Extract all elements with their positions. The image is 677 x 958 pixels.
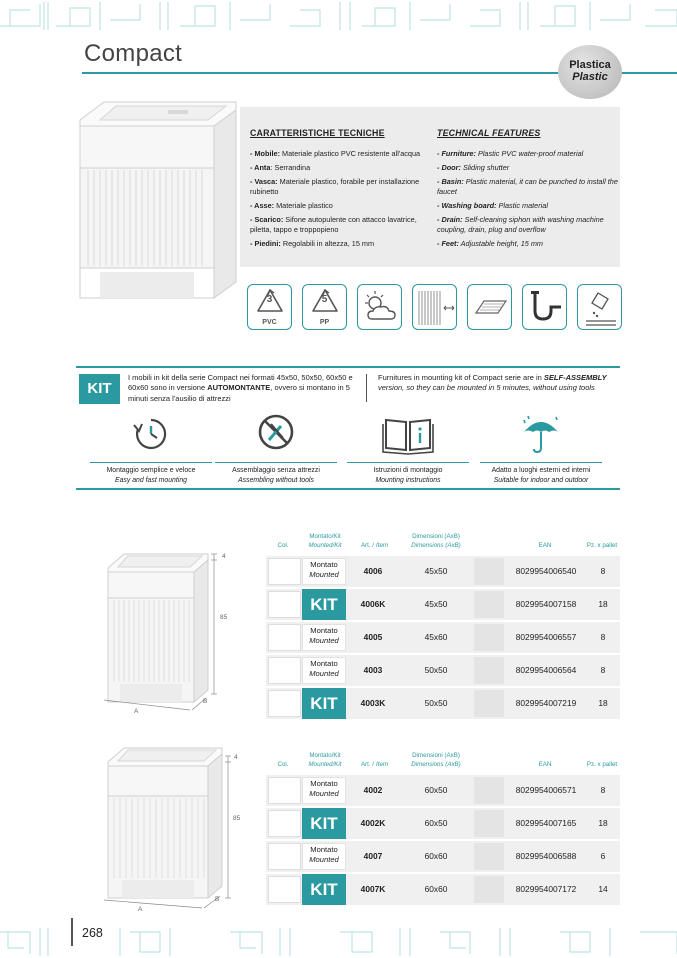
recycle-label: PP xyxy=(319,319,330,326)
kit-badge: KIT xyxy=(302,589,346,620)
article-number: 4006K xyxy=(360,599,386,609)
ean-code: 8029954007172 xyxy=(515,884,577,894)
spec-value: Plastic material xyxy=(496,201,548,211)
ean-code: 8029954006540 xyxy=(515,566,577,576)
kit-rule-top xyxy=(76,366,620,368)
feature-text-en: Assembling without tools xyxy=(238,477,314,484)
spec-key: - Furniture: xyxy=(437,149,476,159)
spec-value: Adjustable height, 15 mm xyxy=(458,238,544,248)
kit-separator xyxy=(366,374,367,402)
ean-code: 8029954007165 xyxy=(515,818,577,828)
page-title: Compact xyxy=(84,40,183,67)
article-number: 4003K xyxy=(360,698,386,708)
table-row xyxy=(266,775,620,806)
color-swatch xyxy=(268,777,301,804)
dimensions: 50x50 xyxy=(424,698,448,708)
spec-key: - Washing board: xyxy=(437,201,497,211)
table-row xyxy=(266,688,620,719)
hero-product-image xyxy=(76,98,238,304)
spec-line xyxy=(250,201,440,211)
table-row xyxy=(266,841,620,872)
pallet-quantity: 6 xyxy=(600,851,606,861)
spec-key: - Anta xyxy=(250,163,271,173)
chemical-icon xyxy=(577,284,622,330)
spec-value: Sifone autopulente con attacco lavatrice, piletta, tappo e troppopieno xyxy=(250,214,417,235)
feature-line xyxy=(215,462,337,463)
recycle-5-icon xyxy=(302,284,347,330)
specs-heading-en: TECHNICAL FEATURES xyxy=(437,128,541,138)
spec-line xyxy=(250,215,440,236)
kit-description-en xyxy=(378,373,618,394)
feature-text-en: Mounting instructions xyxy=(375,477,441,484)
spec-key: - Feet: xyxy=(437,238,459,248)
spacer-cell xyxy=(474,876,504,903)
dimension-lines-group2 xyxy=(96,752,246,918)
color-swatch xyxy=(268,876,301,903)
dim-a-label: A xyxy=(134,708,139,715)
dimensions: 50x50 xyxy=(424,665,448,675)
kit-en-text: Furnitures in mounting kit of Compact serie are in xyxy=(378,373,544,382)
kit-badge: KIT xyxy=(302,874,346,905)
feature-text-it: Adatto a luoghi esterni ed interni xyxy=(491,467,591,474)
feature-easy-mounting xyxy=(86,412,216,484)
spec-line xyxy=(250,177,440,198)
article-number: 4006 xyxy=(363,566,383,576)
th-pz: Pz. x pallet xyxy=(586,761,618,768)
mounted-label xyxy=(302,843,346,870)
feature-line xyxy=(480,462,602,463)
mounted-label-it: Montato xyxy=(310,779,338,788)
recycle-number: 3 xyxy=(266,294,273,305)
spec-key: - Basin: xyxy=(437,176,464,186)
badge-label-it: Plastica xyxy=(569,59,611,71)
article-number: 4005 xyxy=(363,632,383,642)
feature-no-tools xyxy=(211,412,341,484)
th-dim-en: Dimensions (AxB) xyxy=(411,761,461,768)
spec-line xyxy=(437,215,622,236)
top-decoration xyxy=(0,0,677,32)
pallet-quantity: 8 xyxy=(600,566,606,576)
page-number: 268 xyxy=(82,926,103,940)
spec-line xyxy=(250,149,440,159)
recycle-3-icon xyxy=(247,284,292,330)
spec-value: Materiale plastico, forabile per installazione rubinetto xyxy=(250,176,420,197)
mounted-label-en: Mounted xyxy=(309,855,339,865)
dim-a-label: A xyxy=(138,906,143,913)
spec-value: Plastic material, it can be punched to install the faucet xyxy=(437,176,618,197)
spacer-cell xyxy=(474,558,504,585)
mounted-label-en: Mounted xyxy=(309,789,339,799)
dimensions: 60x50 xyxy=(424,818,448,828)
pallet-quantity: 14 xyxy=(598,884,608,894)
th-mount-en: Mounted/Kit xyxy=(308,542,342,549)
kit-description-it xyxy=(128,373,363,404)
th-mount-it: Montato/Kit xyxy=(309,533,341,540)
mounted-label-en: Mounted xyxy=(309,669,339,679)
th-dim-en: Dimensions (AxB) xyxy=(411,542,461,549)
kit-it-text: I mobili in kit della serie Compact nei formati 45x50, 50x50, 60x50 e 60x60 sono in versione xyxy=(128,373,353,393)
spec-value: Plastic PVC water-proof material xyxy=(475,149,584,159)
th-art-it: Art. / xyxy=(360,761,374,768)
recycle-number: 5 xyxy=(321,294,328,305)
spacer-cell xyxy=(474,777,504,804)
mounted-label xyxy=(302,558,346,585)
kit-tag: KIT xyxy=(79,374,120,404)
th-ean: EAN xyxy=(538,542,552,549)
spec-key: - Mobile: xyxy=(250,149,280,159)
mounted-label xyxy=(302,657,346,684)
color-swatch xyxy=(268,591,301,618)
ean-code: 8029954006564 xyxy=(515,665,577,675)
color-swatch xyxy=(268,558,301,585)
specs-italian xyxy=(250,127,440,253)
th-dim-it: Dimensioni (AxB) xyxy=(412,533,460,540)
spacer-cell xyxy=(474,591,504,618)
feature-line xyxy=(347,462,469,463)
recycle-label: PVC xyxy=(262,319,277,326)
feature-text-it: Istruzioni di montaggio xyxy=(373,467,443,474)
color-swatch xyxy=(268,657,301,684)
table-row xyxy=(266,556,620,587)
spacer-cell xyxy=(474,657,504,684)
kit-it-text-end: , ovvero si montano in 5 minuti senza l'ausilio di attrezzi xyxy=(128,383,350,403)
spec-line xyxy=(437,149,622,159)
table-row xyxy=(266,874,620,905)
dimensions: 60x60 xyxy=(424,851,448,861)
dim-top-label: 4 xyxy=(222,553,226,560)
mounted-label-it: Montato xyxy=(310,659,338,668)
th-mount-en: Mounted/Kit xyxy=(308,761,342,768)
article-number: 4002K xyxy=(360,818,386,828)
dimensions: 60x60 xyxy=(424,884,448,894)
dim-top-label: 4 xyxy=(234,754,238,761)
washboard-icon xyxy=(467,284,512,330)
th-col: Col. xyxy=(277,761,289,768)
article-number: 4003 xyxy=(363,665,383,675)
feature-instructions xyxy=(343,412,473,484)
weather-icon xyxy=(357,284,402,330)
mounted-label-it: Montato xyxy=(310,845,338,854)
spec-line xyxy=(250,163,440,173)
feature-text-it: Assemblaggio senza attrezzi xyxy=(232,467,320,474)
spec-line xyxy=(437,201,622,211)
th-col: Col. xyxy=(277,542,289,549)
mounted-label-it: Montato xyxy=(310,626,338,635)
table-row xyxy=(266,589,620,620)
clock-icon xyxy=(86,412,216,456)
spec-key: - Scarico: xyxy=(250,214,284,224)
dim-b-label: B xyxy=(203,698,208,705)
color-swatch xyxy=(268,810,301,837)
spec-line xyxy=(437,239,622,249)
spec-key: - Vasca: xyxy=(250,176,278,186)
spec-line xyxy=(437,177,622,198)
dimension-lines-group1 xyxy=(96,550,226,716)
kit-badge: KIT xyxy=(302,688,346,719)
pallet-quantity: 8 xyxy=(600,632,606,642)
ean-code: 8029954007219 xyxy=(515,698,577,708)
no-tools-icon xyxy=(211,412,341,456)
feature-text-en: Suitable for indoor and outdoor xyxy=(493,477,589,484)
article-number: 4002 xyxy=(363,785,383,795)
spec-value: Self-cleaning siphon with washing machine coupling, drain, plug and overflow xyxy=(437,214,604,235)
kit-badge: KIT xyxy=(302,808,346,839)
pallet-quantity: 18 xyxy=(598,818,608,828)
kit-rule-bottom xyxy=(76,488,620,490)
spec-value: Materiale plastico PVC resistente all'acqua xyxy=(280,149,421,159)
spec-key: - Drain: xyxy=(437,214,463,224)
table-row xyxy=(266,622,620,653)
ean-code: 8029954006557 xyxy=(515,632,577,642)
dim-height-label: 85 xyxy=(233,815,241,822)
feature-text-it: Montaggio semplice e veloce xyxy=(106,467,196,474)
mounted-label-en: Mounted xyxy=(309,636,339,646)
kit-it-bold: AUTOMONTANTE xyxy=(207,383,271,393)
table-row xyxy=(266,655,620,686)
th-pz: Pz. x pallet xyxy=(586,542,618,549)
feature-line xyxy=(90,462,212,463)
dim-height-label: 85 xyxy=(220,614,228,621)
spec-value: Sliding shutter xyxy=(460,163,510,173)
umbrella-icon xyxy=(476,412,606,456)
shutter-icon xyxy=(412,284,457,330)
badge-label-en: Plastic xyxy=(572,71,608,83)
spacer-cell xyxy=(474,810,504,837)
feature-text-en: Easy and fast mounting xyxy=(114,477,187,484)
spec-value: Materiale plastico xyxy=(274,201,333,211)
th-mount-it: Montato/Kit xyxy=(309,752,341,759)
th-art-en: Item xyxy=(376,542,389,549)
pallet-quantity: 18 xyxy=(598,599,608,609)
ean-code: 8029954006571 xyxy=(515,785,577,795)
material-badge xyxy=(558,45,622,99)
table-row xyxy=(266,808,620,839)
pallet-quantity: 18 xyxy=(598,698,608,708)
mounted-label-en: Mounted xyxy=(309,570,339,580)
color-swatch xyxy=(268,690,301,717)
spec-key: - Piedini: xyxy=(250,238,281,248)
siphon-icon xyxy=(522,284,567,330)
manual-icon xyxy=(343,412,473,456)
ean-code: 8029954007158 xyxy=(515,599,577,609)
technical-specs-panel xyxy=(240,107,620,267)
spec-value: Regolabili in altezza, 15 mm xyxy=(280,238,375,248)
spacer-cell xyxy=(474,843,504,870)
specs-english xyxy=(437,127,622,253)
ean-code: 8029954006588 xyxy=(515,851,577,861)
dimensions: 45x50 xyxy=(424,566,448,576)
article-number: 4007K xyxy=(360,884,386,894)
article-number: 4007 xyxy=(363,851,383,861)
kit-en-bold: SELF-ASSEMBLY xyxy=(543,373,607,382)
dimensions: 45x60 xyxy=(424,632,448,642)
dimensions: 45x50 xyxy=(424,599,448,609)
spec-key: - Door: xyxy=(437,163,461,173)
specs-heading-it: CARATTERISTICHE TECNICHE xyxy=(250,128,385,138)
th-art-it: Art. / xyxy=(360,542,374,549)
th-art-en: Item xyxy=(376,761,389,768)
dimensions: 60x50 xyxy=(424,785,448,795)
color-swatch xyxy=(268,624,301,651)
spec-value: : Serrandina xyxy=(270,163,311,173)
spacer-cell xyxy=(474,624,504,651)
color-swatch xyxy=(268,843,301,870)
pallet-quantity: 8 xyxy=(600,665,606,675)
spec-line xyxy=(437,163,622,173)
mounted-label xyxy=(302,624,346,651)
dim-b-label: B xyxy=(215,896,220,903)
th-ean: EAN xyxy=(538,761,552,768)
mounted-label xyxy=(302,777,346,804)
pallet-quantity: 8 xyxy=(600,785,606,795)
spec-key: - Asse: xyxy=(250,201,275,211)
feature-indoor-outdoor xyxy=(476,412,606,484)
th-dim-it: Dimensioni (AxB) xyxy=(412,752,460,759)
mounted-label-it: Montato xyxy=(310,560,338,569)
spacer-cell xyxy=(474,690,504,717)
kit-en-text-end: version, so they can be mounted in 5 minutes, without using tools xyxy=(378,383,595,393)
spec-line xyxy=(250,239,440,249)
page-number-bar xyxy=(71,918,73,946)
